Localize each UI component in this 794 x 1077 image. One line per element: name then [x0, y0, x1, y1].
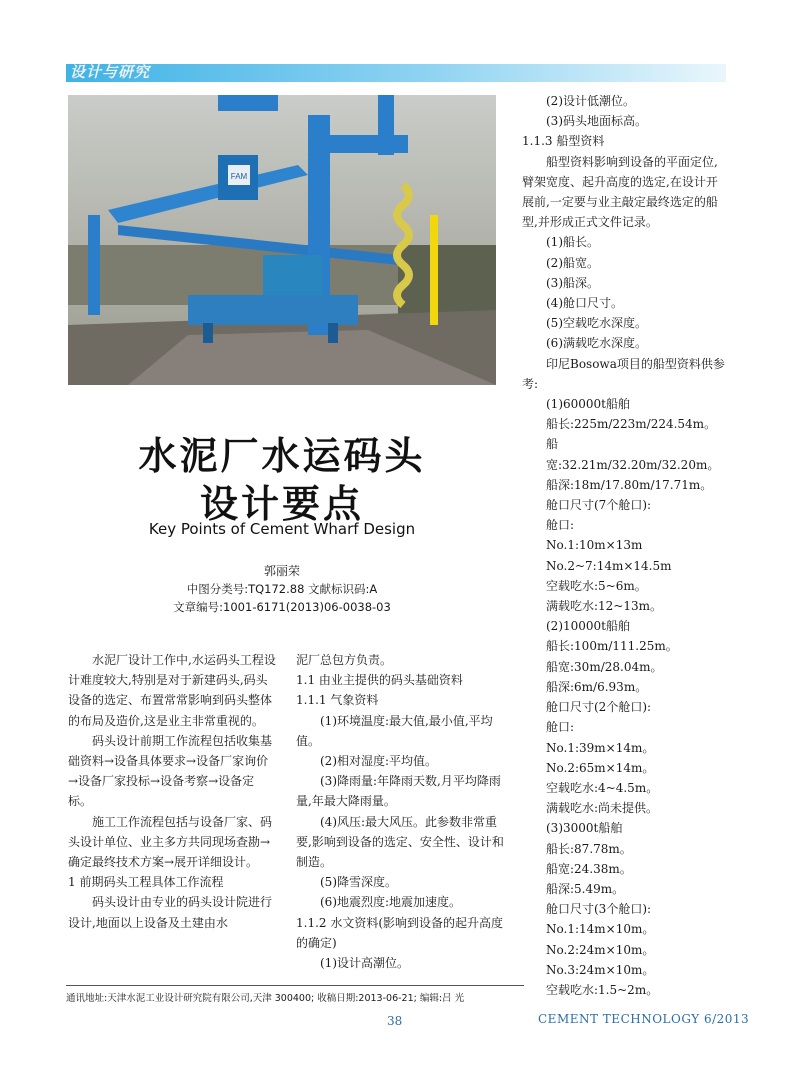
paragraph: 船深:18m/17.80m/17.71m。	[546, 477, 713, 492]
photo-illustration	[68, 95, 496, 385]
paragraph: (1)60000t船舶	[546, 397, 630, 412]
paragraph: 舱口尺寸(7个舱口):	[546, 498, 652, 513]
article-number-line: 文章编号:1001-6171(2013)06-0038-03	[173, 600, 391, 614]
paragraph: 船宽:30m/28.04m。	[546, 659, 663, 674]
paragraph: 1.1.1 气象资料	[296, 693, 379, 708]
paragraph: (2)10000t船舶	[546, 619, 630, 634]
body-column-right	[522, 91, 727, 1000]
paragraph: No.2:24m×10m。	[546, 942, 655, 957]
paragraph: 水泥厂设计工作中,水运码头工程设计难度较大,特别是对于新建码头,码头设备的选定、布置常常影响到码头整体的布局及造价,这是业主非常重视的。	[68, 653, 276, 728]
paragraph: No.1:10m×13m	[546, 538, 643, 553]
paragraph: 印尼Bosowa项目的船型资料供参考:	[522, 356, 725, 391]
footer-divider	[66, 985, 524, 986]
paragraph: 码头设计由专业的码头设计院进行设计,地面以上设备及土建由水	[68, 895, 273, 930]
paragraph: (2)船宽。	[546, 255, 599, 270]
paragraph: 船深:5.49m。	[546, 881, 625, 896]
paragraph: 船长:225m/223m/224.54m。	[546, 417, 717, 432]
section-header-bar	[66, 64, 726, 82]
paragraph: 船宽:24.38m。	[546, 861, 632, 876]
cement-ship-unloader-photo	[68, 95, 496, 385]
paragraph: (2)相对湿度:平均值。	[320, 754, 438, 769]
paragraph: No.3:24m×10m。	[546, 962, 655, 977]
paragraph: 1.1.2 水文资料(影响到设备的起升高度的确定)	[296, 915, 504, 950]
section-label: 设计与研究	[70, 63, 151, 81]
body-column-left	[68, 650, 276, 933]
paragraph: 码头设计前期工作流程包括收集基础资料→设备具体要求→设备厂家询价→设备厂家投标→设备考察→设备定标。	[68, 733, 273, 809]
paragraph: 1.1 由业主提供的码头基础资料	[296, 673, 463, 688]
paragraph: 舱口尺寸(2个舱口):	[546, 700, 652, 715]
paragraph: 满载吃水:尚未提供。	[546, 801, 659, 816]
paragraph: (3)降雨量:年降雨天数,月平均降雨量,年最大降雨量。	[296, 774, 501, 809]
paragraph: 空载吃水:5~6m。	[546, 578, 647, 593]
paragraph: (3)3000t船舶	[546, 821, 623, 836]
paragraph: 船深:6m/6.93m。	[546, 679, 648, 694]
paragraph: 舱口:	[546, 518, 575, 533]
paragraph: No.2:65m×14m。	[546, 760, 655, 775]
crane-sign: FAM	[230, 172, 248, 181]
paragraph: No.1:14m×10m。	[546, 922, 655, 937]
paragraph: 1 前期码头工程具体工作流程	[68, 875, 224, 890]
paragraph: 船长:87.78m。	[546, 841, 632, 856]
article-title	[68, 432, 496, 528]
paragraph: (4)风压:最大风压。此参数非常重要,影响到设备的选定、安全性、设计和制造。	[296, 814, 504, 870]
paragraph: (1)设计高潮位。	[320, 956, 409, 971]
paragraph: (3)船深。	[546, 275, 599, 290]
paragraph: 船长:100m/111.25m。	[546, 639, 678, 654]
paragraph: 船型资料影响到设备的平面定位,臂架宽度、起升高度的选定,在设计开展前,一定要与业主敲定最终选定的船型,并形成正式文件记录。	[522, 154, 718, 230]
paragraph: (1)环境温度:最大值,最小值,平均值。	[296, 713, 493, 748]
paragraph: 满载吃水:12~13m。	[546, 599, 663, 614]
paragraph: (6)满载吃水深度。	[546, 336, 647, 351]
paragraph: No.1:39m×14m。	[546, 740, 655, 755]
article-title-line1: 水泥厂水运码头	[138, 434, 426, 478]
paragraph: (1)船长。	[546, 235, 599, 250]
article-title-english: Key Points of Cement Wharf Design	[148, 520, 416, 538]
paragraph: (2)设计低潮位。	[546, 94, 635, 108]
paragraph: (5)空载吃水深度。	[546, 316, 647, 331]
paragraph: 1.1.3 船型资料	[522, 134, 605, 149]
footer-note: 通讯地址:天津水泥工业设计研究院有限公司,天津 300400; 收稿日期:2013-06-21; 编辑:吕 光	[66, 993, 465, 1004]
paragraph: (3)码头地面标高。	[546, 114, 647, 129]
journal-name: CEMENT TECHNOLOGY 6/2013	[538, 1012, 750, 1026]
paragraph: (6)地震烈度:地震加速度。	[320, 895, 462, 910]
paragraph: (5)降雪深度。	[320, 875, 397, 890]
classification-line: 中图分类号:TQ172.88 文献标识码:A	[186, 582, 378, 596]
paragraph: 船宽:32.21m/32.20m/32.20m。	[546, 437, 720, 472]
page-number: 38	[387, 1014, 403, 1028]
paragraph: 舱口:	[546, 720, 575, 735]
paragraph: 泥厂总包方负责。	[296, 653, 393, 667]
paragraph: 施工工作流程包括与设备厂家、码头设计单位、业主多方共同现场查勘→确定最终技术方案→展开详细设计。	[68, 814, 273, 870]
body-column-middle	[296, 650, 504, 973]
author-name: 郭丽荣	[263, 564, 300, 578]
paragraph: No.2~7:14m×14.5m	[546, 558, 672, 573]
paragraph: (4)舱口尺寸。	[546, 296, 623, 311]
paragraph: 舱口尺寸(3个舱口):	[546, 902, 652, 917]
article-title-line2: 设计要点	[199, 482, 364, 526]
paragraph: 空载吃水:1.5~2m。	[546, 982, 659, 997]
paragraph: 空载吃水:4~4.5m。	[546, 780, 659, 795]
